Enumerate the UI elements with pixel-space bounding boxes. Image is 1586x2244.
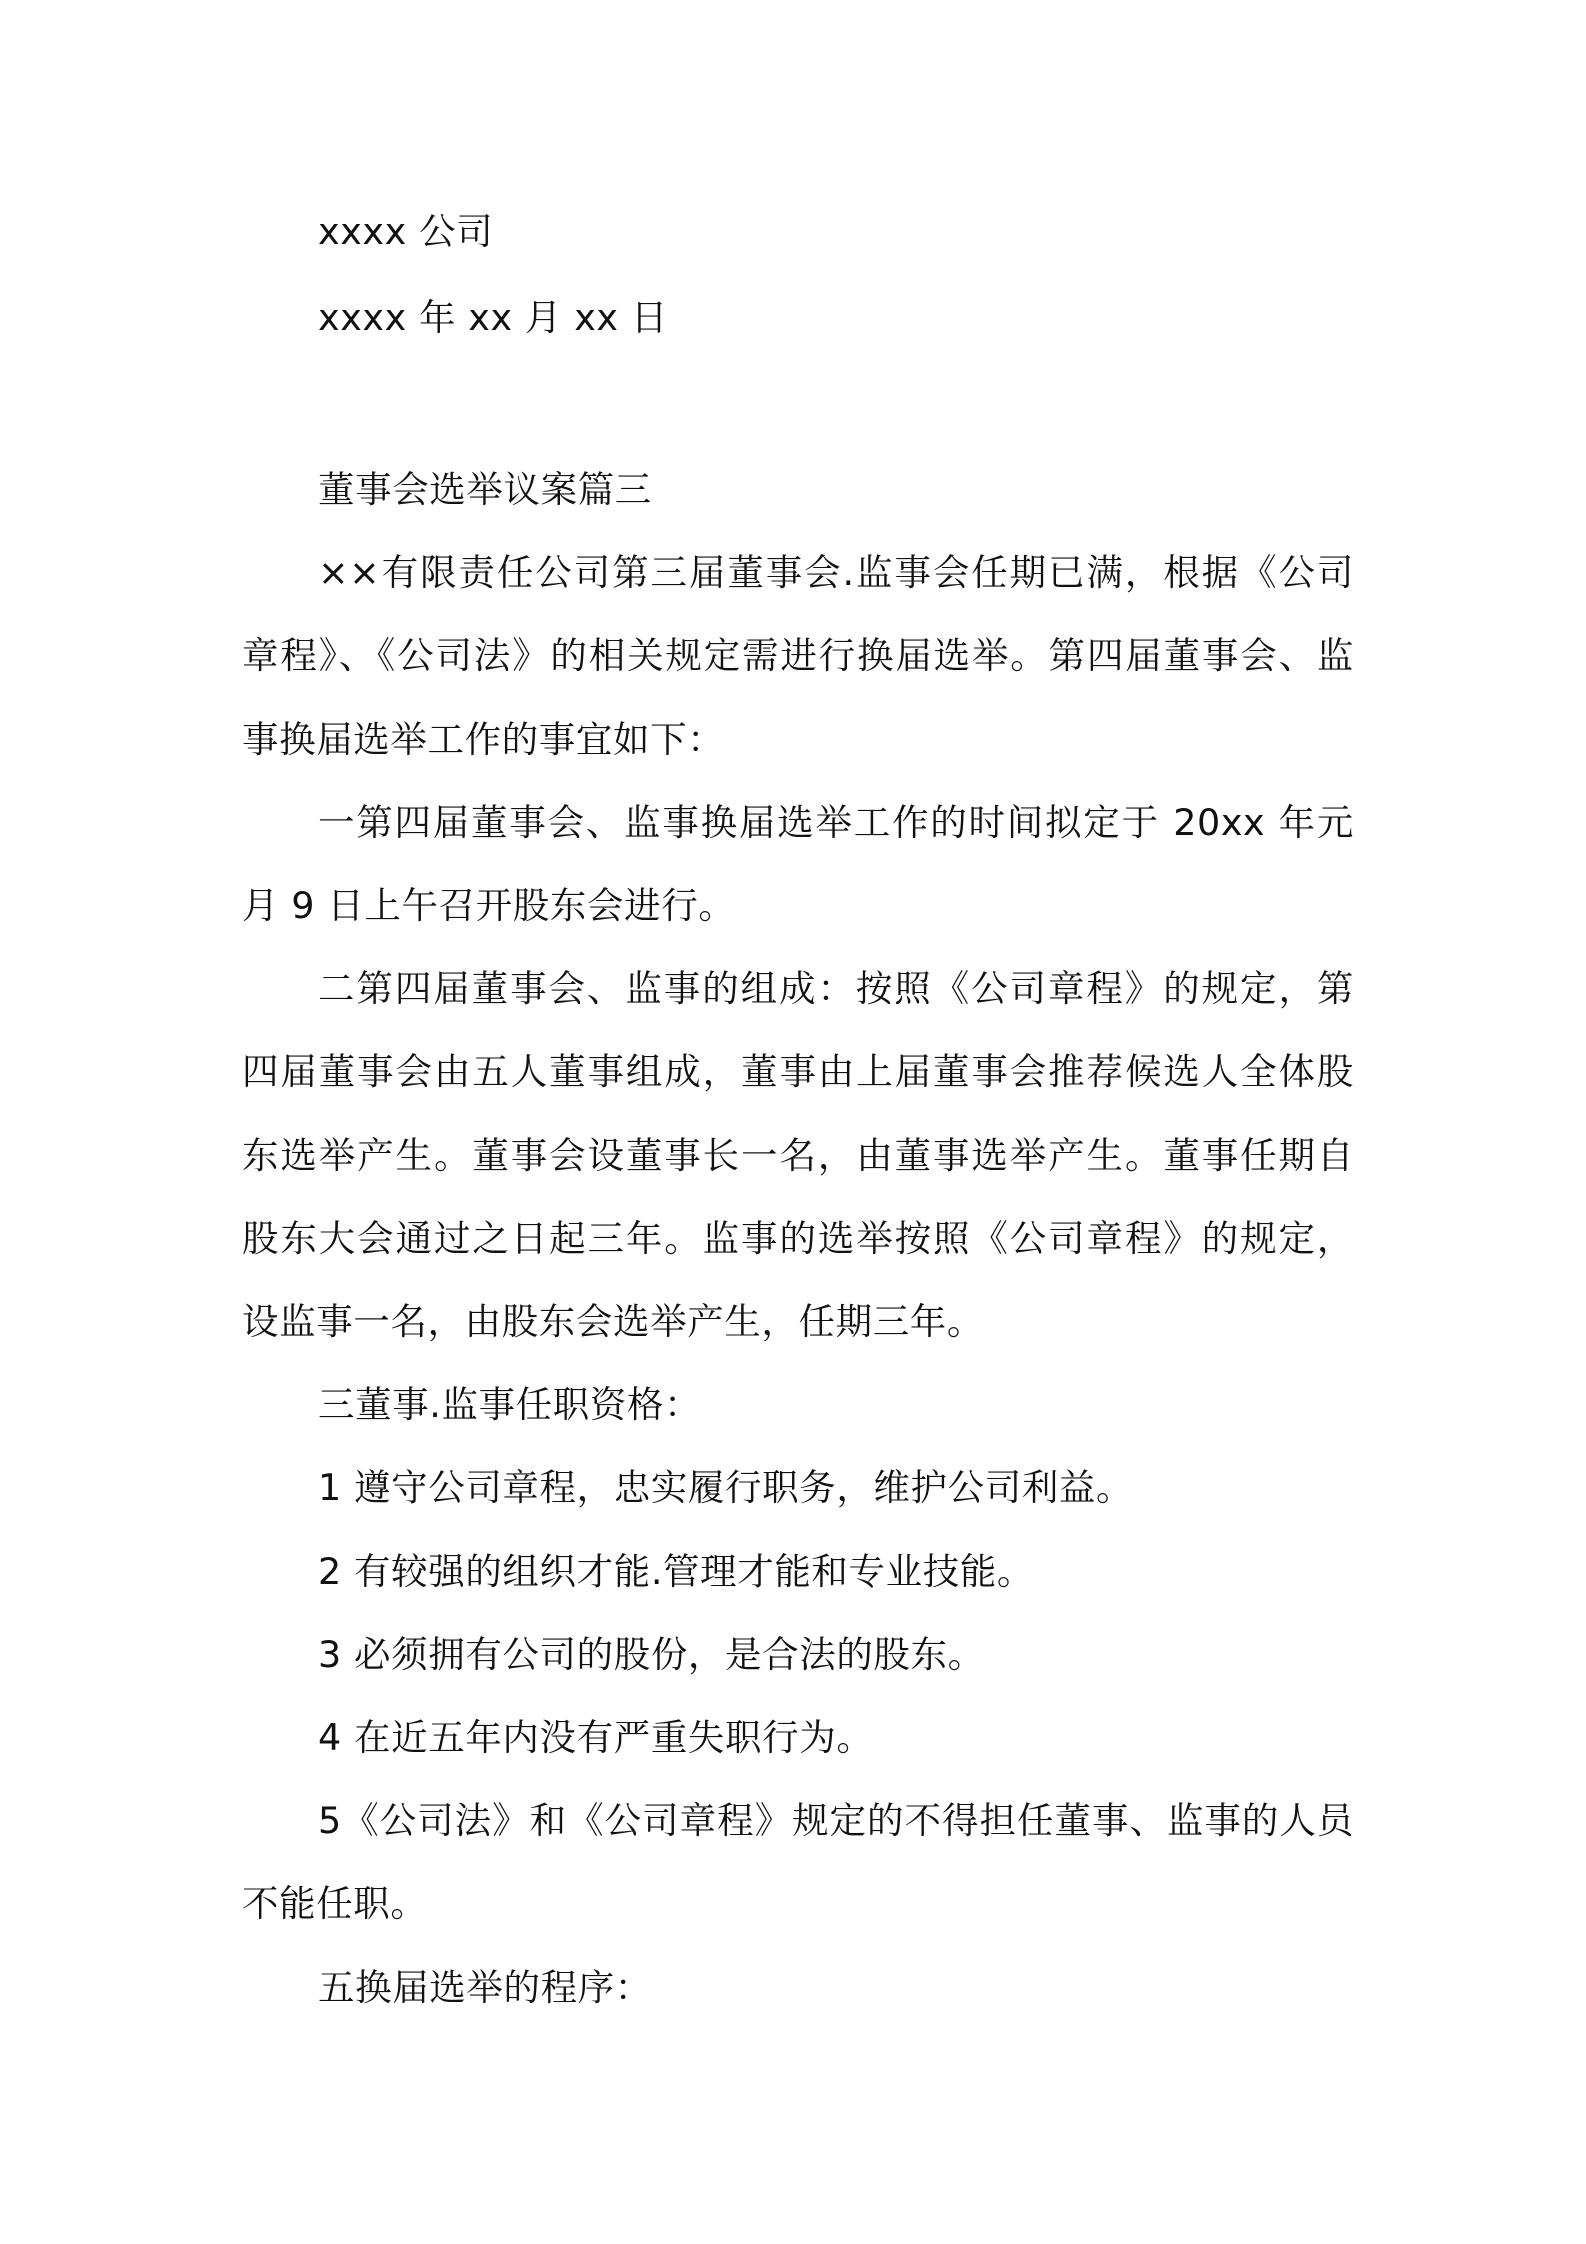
qualification-item-1: 1 遵守公司章程，忠实履行职务，维护公司利益。 <box>318 1466 1134 1510</box>
body-paragraph-item-2: 二第四届董事会、监事的组成：按照《公司章程》的规定，第四届董事会由五人董事组成，董事由上届董事会推荐候选人全体股东选举产生。董事会设董事长一名，由董事选举产生。董事任期自股东大会通过之日起三年。监事的选举按照《公司章程》的规定，设监事一名，由股东会选举产生，任期三年。 <box>242 967 1354 1344</box>
qualification-item-3: 3 必须拥有公司的股份，是合法的股东。 <box>318 1632 985 1676</box>
body-paragraph-item-5: 五换届选举的程序： <box>318 1965 652 2009</box>
body-paragraph-item-1: 一第四届董事会、监事换届选举工作的时间拟定于 20xx 年元月 9 日上午召开股东会进行。 <box>242 800 1354 928</box>
qualification-item-2: 2 有较强的组织才能.管理才能和专业技能。 <box>318 1549 1035 1593</box>
signoff-company: xxxx 公司 <box>318 210 494 253</box>
qualification-item-5: 5《公司法》和《公司章程》规定的不得担任董事、监事的人员不能任职。 <box>242 1799 1354 1926</box>
qualification-item-4: 4 在近五年内没有严重失职行为。 <box>318 1716 874 1760</box>
section-title: 董事会选举议案篇三 <box>318 468 652 511</box>
body-paragraph-item-3: 三董事.监事任职资格： <box>318 1383 702 1427</box>
signoff-date: xxxx 年 xx 月 xx 日 <box>318 296 668 339</box>
body-paragraph-intro: ××有限责任公司第三届董事会.监事会任期已满，根据《公司章程》、《公司法》的相关规定需进行换届选举。第四届董事会、监事换届选举工作的事宜如下： <box>242 551 1354 761</box>
document-body <box>242 448 1354 2029</box>
